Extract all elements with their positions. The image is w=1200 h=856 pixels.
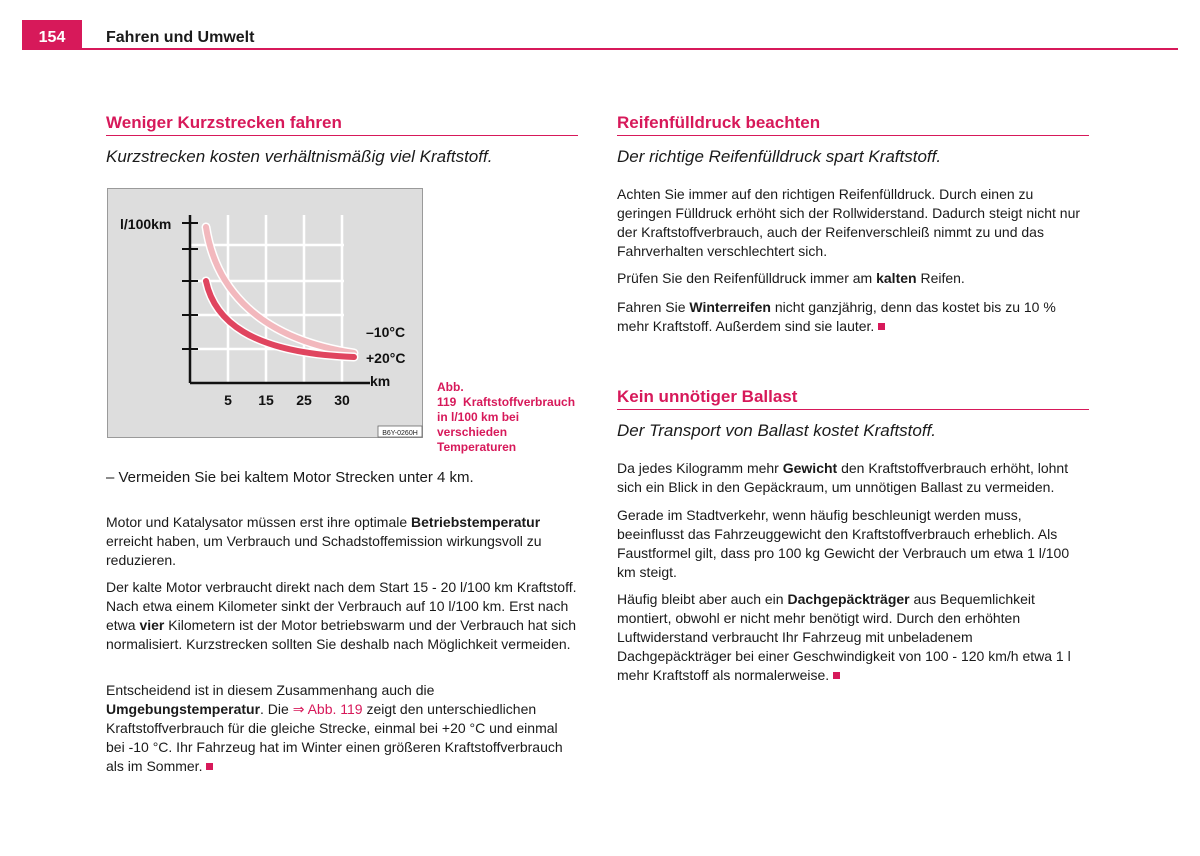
page-number: 154 [22, 20, 82, 50]
figure-code: B6Y-0260H [382, 430, 418, 437]
section-heading-short-trips: Weniger Kurzstrecken fahren [106, 113, 578, 136]
section-heading-ballast: Kein unnötiger Ballast [617, 387, 1089, 410]
paragraph-city-traffic: Gerade im Stadtverkehr, wenn häufig beschleunigt werden muss, beeinflusst das Fahrzeuggewicht den Kraftstoffverbrauch erheblich. Als Faustformel gilt, dass pro 100 kg Gewicht der Verbrauch um etwa 1 l/100 km steigt. [617, 507, 1070, 580]
end-of-section-marker [878, 323, 885, 330]
section-heading-tire-pressure: Reifenfülldruck beachten [617, 113, 1089, 136]
end-of-section-marker [833, 672, 840, 679]
section-subheading-short-trips: Kurzstrecken kosten verhältnismäßig viel Kraftstoff. [106, 147, 493, 166]
figure-reference-link[interactable]: ⇒ Abb. 119 [292, 701, 363, 717]
paragraph-cold-engine: Der kalte Motor verbraucht direkt nach dem Start 15 - 20 l/100 km Kraftstoff. Nach etwa einem Kilometer sinkt der Verbrauch auf 10 l/100 km. Erst nach etwa vier Kilometern ist der Motor betriebswarm und der Verbrauch hat sich normalisiert. Kurzstrecken sollten Sie deshalb nach Möglichkeit vermeiden. [106, 579, 577, 652]
consumption-chart [108, 189, 424, 439]
page-header-title: Fahren und Umwelt [106, 29, 255, 46]
x-tick-label: 30 [334, 392, 350, 408]
paragraph-cold-tires: Prüfen Sie den Reifenfülldruck immer am kalten Reifen. [617, 270, 965, 286]
section-subheading-ballast: Der Transport von Ballast kostet Kraftstoff. [617, 421, 937, 440]
section-subheading-tire-pressure: Der richtige Reifenfülldruck spart Kraftstoff. [617, 147, 942, 166]
x-tick-label: 15 [258, 392, 274, 408]
x-axis-label: km [370, 373, 391, 389]
x-tick-label: 25 [296, 392, 312, 408]
paragraph-winter-tires: Fahren Sie Winterreifen nicht ganzjährig, denn das kostet bis zu 10 % mehr Kraftstoff. Außerdem sind sie lauter. [617, 299, 1056, 334]
paragraph-tire-pressure: Achten Sie immer auf den richtigen Reifenfülldruck. Durch einen zu geringen Fülldruck erhöht sich der Rollwiderstand. Dadurch steigt nicht nur der Kraftstoffverbrauch, auch der Reifenverschleiß nimmt zu und das Fahrverhalten verschlechtert sich. [617, 186, 1081, 259]
paragraph-operating-temp: Motor und Katalysator müssen erst ihre optimale Betriebstemperatur erreicht haben, um Verbrauch und Schadstoffemission wirkungsvoll zu reduzieren. [106, 514, 542, 568]
paragraph-roof-rack: Häufig bleibt aber auch ein Dachgepäckträger aus Bequemlichkeit montiert, obwohl er nicht mehr benötigt wird. Durch den erhöhten Luftwiderstand verbraucht Ihr Fahrzeug mit unbeladenem Dachgepäckträger bei einer Geschwindigkeit von 100 - 120 km/h etwa 1 l mehr Kraftstoff als normalerweise. [617, 591, 1071, 683]
legend-cold: –10°C [366, 324, 406, 340]
dash-list-item: – Vermeiden Sie bei kaltem Motor Strecken unter 4 km. [106, 469, 474, 486]
figure-119 [107, 188, 423, 438]
paragraph-weight: Da jedes Kilogramm mehr Gewicht den Kraftstoffverbrauch erhöht, lohnt sich ein Blick in den Gepäckraum, um unnötigen Ballast zu vermeiden. [617, 460, 1069, 495]
figure-caption: Abb. 119 Kraftstoffverbrauch in l/100 km bei verschieden Temperaturen [437, 380, 576, 454]
y-axis-label: l/100km [120, 216, 172, 232]
legend-warm: +20°C [366, 350, 406, 366]
end-of-section-marker [206, 763, 213, 770]
header-rule [22, 48, 1178, 50]
x-tick-label: 5 [224, 392, 232, 408]
paragraph-ambient-temp: Entscheidend ist in diesem Zusammenhang auch die Umgebungstemperatur. Die ⇒ Abb. 119 zeigt den unterschiedlichen Kraftstoffverbrauch für die gleiche Strecke, einmal bei +20 °C und einmal bei -10 °C. Ihr Fahrzeug hat im Winter einen größeren Kraftstoffverbrauch als im Sommer. [106, 682, 563, 774]
